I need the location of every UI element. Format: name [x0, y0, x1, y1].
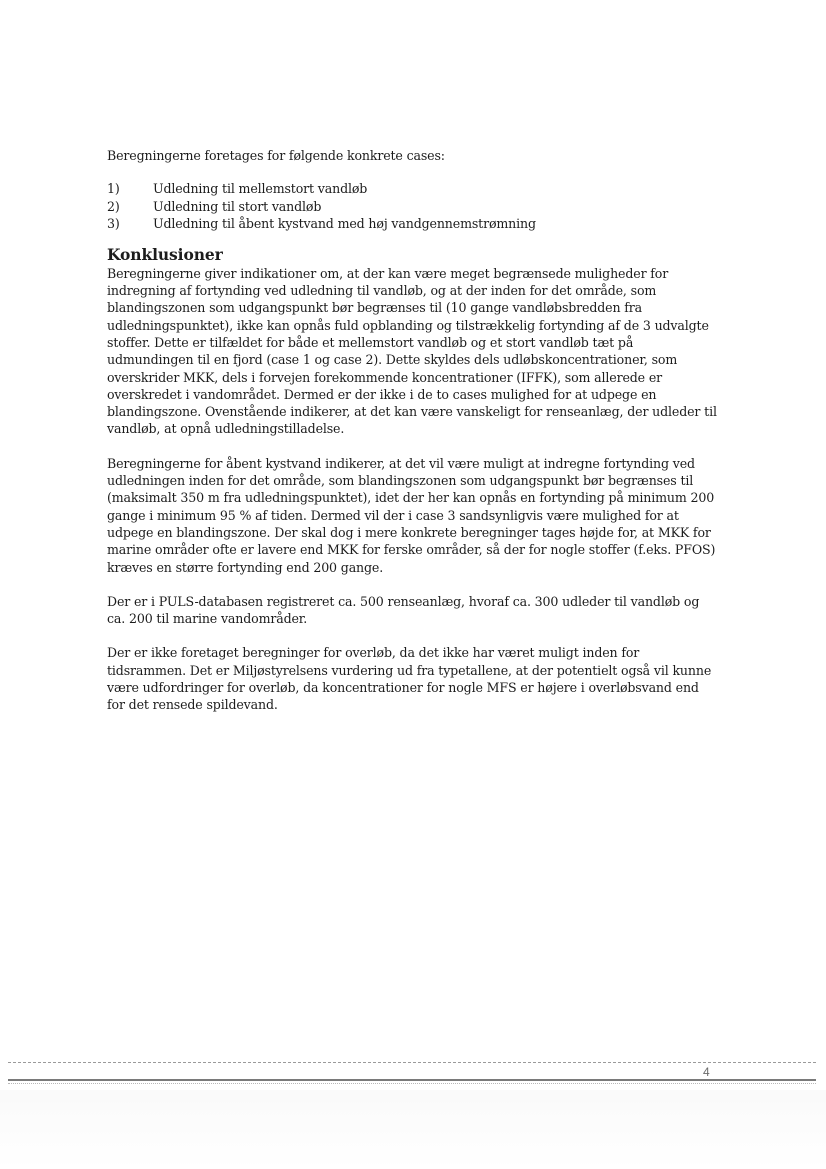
paragraph-conclusion-1: Beregningerne giver indikationer om, at der kan være meget begrænsede muligheder for indregning af fortynding ved udledning til vandløb, og at der inden for det område, som blandingszonen som udgangspunkt bør begrænses til (10 gange vandløbsbredden fra udledningspunktet), ikke kan opnås fuld opblanding og tilstrækkelig fortynding af de 3 udvalgte stoffer. Dette er tilfældet for både et mellemstort vandløb og et stort vandløb tæt på udmundingen til en fjord (case 1 og case 2). Dette skyldes dels udløbskoncentrationer, som overskrider MKK, dels i forvejen forekommende koncentrationer (IFFK), som allerede er overskredet i vandområdet. Dermed er der ikke i de to cases mulighed for at udpege en blandingszone. Ovenstående indikerer, at det kan være vanskeligt for renseanlæg, der udleder til vandløb, at opnå udledningstilladelse. — [107, 265, 717, 437]
footer-divider — [8, 1083, 816, 1084]
list-item-text: Udledning til mellemstort vandløb — [153, 181, 368, 197]
list-item — [107, 215, 719, 233]
scan-shadow — [0, 1090, 826, 1169]
section-heading: Konklusioner — [107, 244, 223, 264]
case-number: 3) — [107, 216, 120, 232]
paragraph-conclusion-4: Der er ikke foretaget beregninger for overløb, da det ikke har været muligt inden for tidsrammen. Det er Miljøstyrelsens vurdering ud fra typetallene, at der potentielt også vil kunne være udfordringer for overløb, da koncentrationer for nogle MFS er højere i overløbsvand end for det rensede spildevand. — [107, 645, 712, 713]
list-item-text: Udledning til åbent kystvand med høj vandgennemstrømning — [153, 216, 536, 232]
intro-text: Beregningerne foretages for følgende konkrete cases: — [107, 148, 445, 163]
document-body — [107, 147, 719, 714]
list-item-number — [107, 215, 153, 233]
paragraph-conclusion-3: Der er i PULS-databasen registreret ca. 500 renseanlæg, hvoraf ca. 300 udleder til vandløb og ca. 200 til marine vandområder. — [107, 593, 700, 627]
case-number: 1) — [107, 181, 120, 197]
list-item-number — [107, 198, 153, 216]
page-number: 4 — [703, 1065, 710, 1079]
list-item — [107, 198, 719, 216]
case-number: 2) — [107, 198, 120, 214]
footer-divider — [8, 1062, 816, 1063]
case-list — [107, 180, 719, 233]
paragraph-conclusion-2: Beregningerne for åbent kystvand indikerer, at det vil være muligt at indregne fortynding ved udledningen inden for det område, som blandingszonen som udgangspunkt bør begrænses til (maksimalt 350 m fra udledningspunktet), idet der her kan opnås en fortynding på minimum 200 gange i minimum 95 % af tiden. Dermed vil der i case 3 sandsynligvis være mulighed for at udpege en blandingszone. Der skal dog i mere konkrete beregninger tages højde for, at MKK for marine områder ofte er lavere end MKK for ferske områder, så der for nogle stoffer (f.eks. PFOS) kræves en større fortynding end 200 gange. — [107, 455, 716, 575]
list-item-text: Udledning til stort vandløb — [153, 198, 322, 214]
footer-divider — [8, 1079, 816, 1081]
list-item — [107, 180, 719, 198]
list-item-number — [107, 180, 153, 198]
